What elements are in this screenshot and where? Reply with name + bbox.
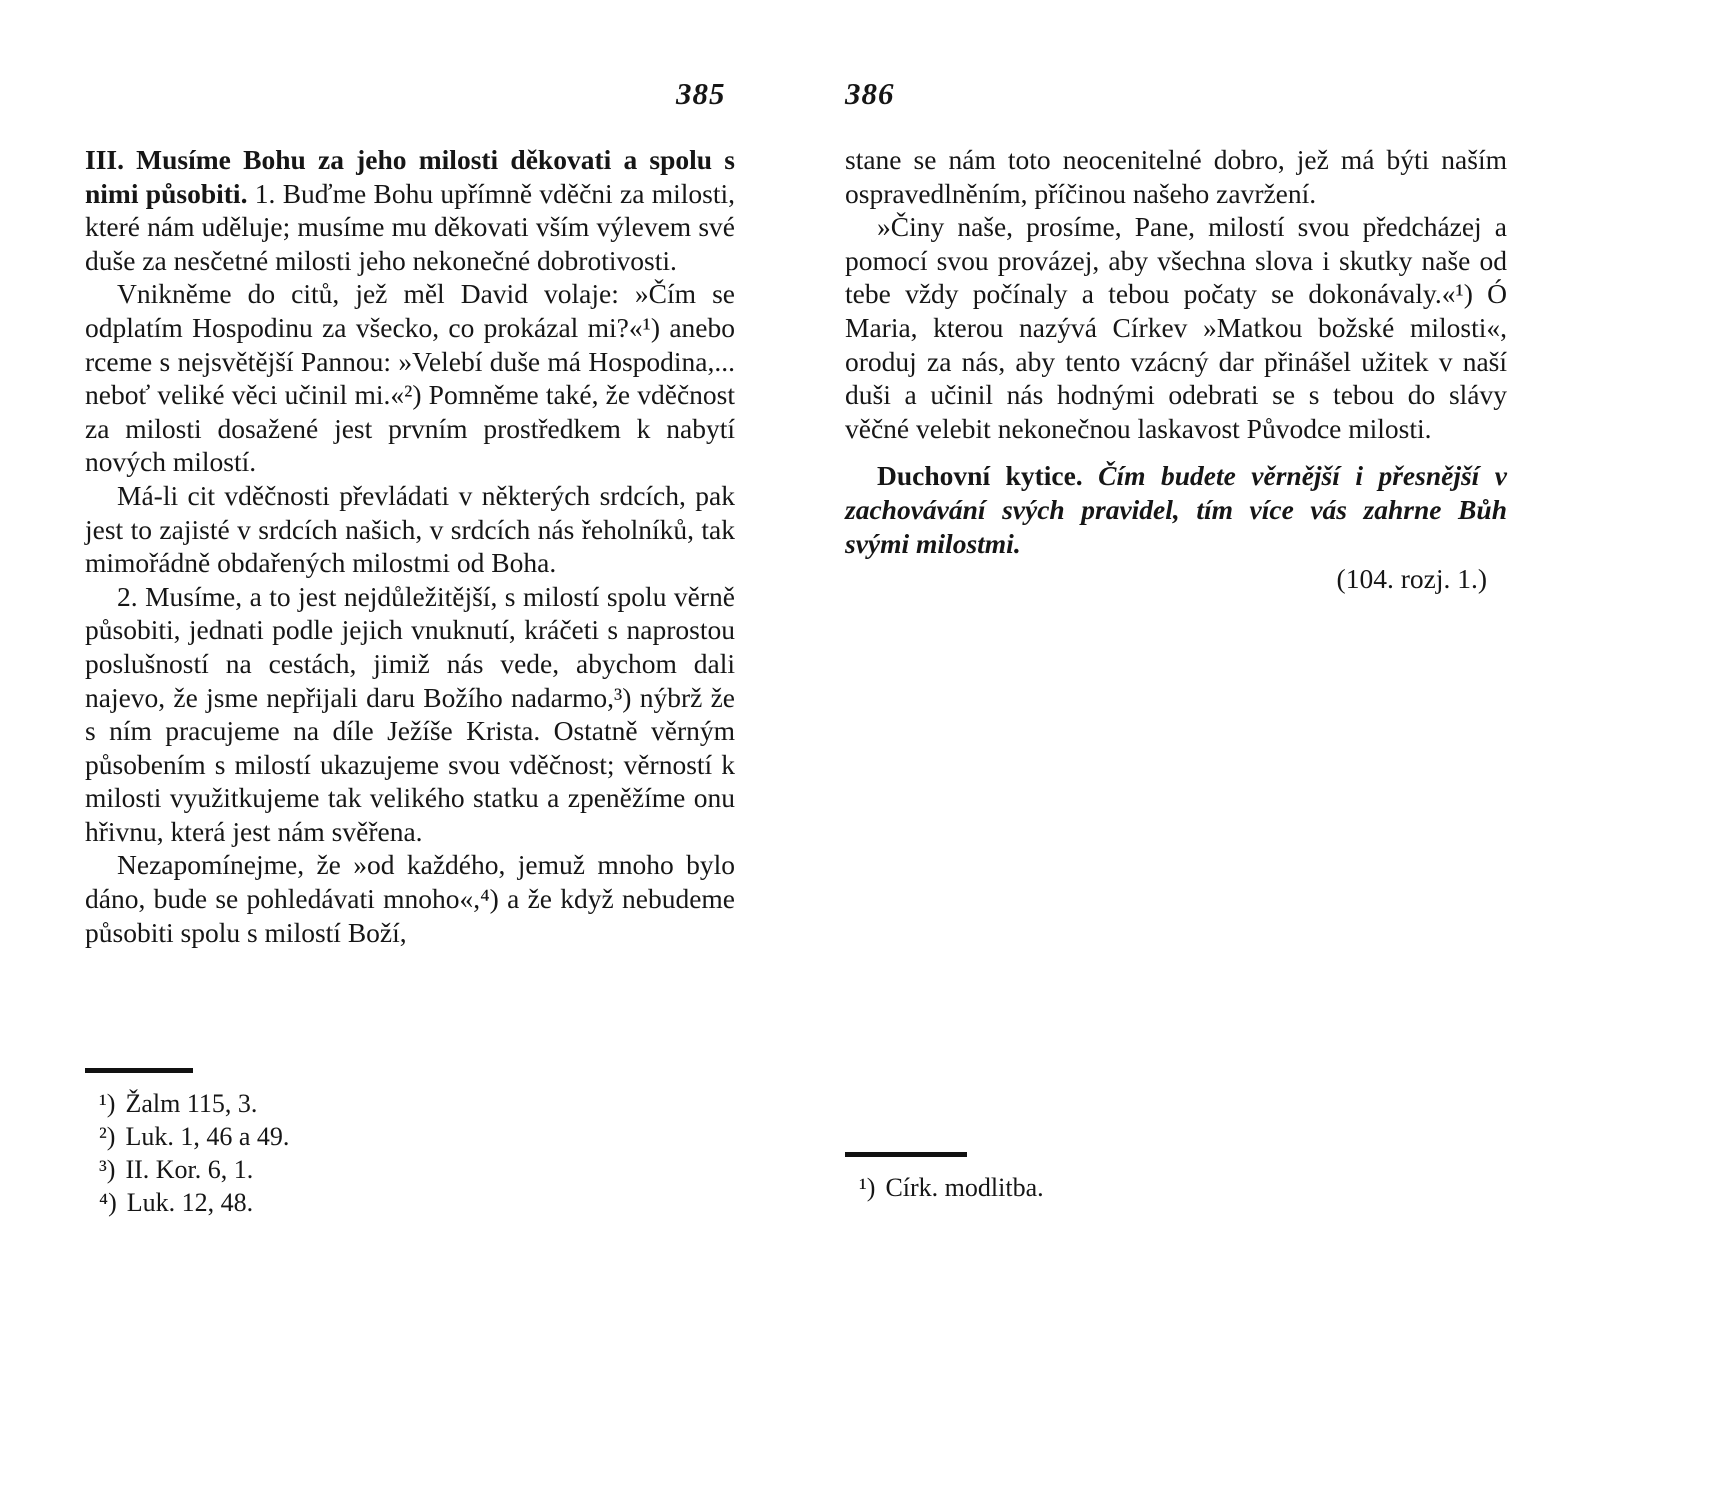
footnote	[85, 1120, 735, 1153]
left-page-body	[85, 143, 735, 949]
footnote	[845, 1171, 1507, 1204]
right-page-footnotes	[845, 1152, 1507, 1204]
paragraph-duchovni-kytice	[845, 459, 1507, 560]
footnote-separator	[845, 1152, 967, 1157]
footnote-text: Círk. modlitba.	[885, 1173, 1044, 1202]
paragraph-continuation: stane se nám toto neocenitelné dobro, jež má býti naším ospravedlněním, příčinou našeho zavržení.	[845, 144, 1507, 209]
paragraph-text: 1. Buďme Bohu upřímně vděčni za milosti, které nám uděluje; musíme mu děkovati vším výlevem své duše za nesčetné milosti jeho nekonečné dobrotivosti.	[85, 177, 735, 276]
paragraph: Má-li cit vděčnosti převládati v některých srdcích, pak jest to zajisté v srdcích našich, v srdcích nás řeholníků, tak mimořádně obdařených milostmi od Boha.	[85, 479, 735, 579]
footnote-marker: ⁴)	[99, 1188, 117, 1217]
footnote	[85, 1153, 735, 1186]
footnote-marker: ²)	[99, 1122, 116, 1151]
footnote-text: Luk. 1, 46 a 49.	[125, 1122, 290, 1151]
footnote	[85, 1087, 735, 1120]
footnote	[85, 1186, 735, 1219]
paragraph: Vnikněme do citů, jež měl David volaje: »Čím se odplatím Hospodinu za všecko, co prokázal mi?«¹) anebo rceme s nejsvětější Pannou: »Velebí duše má Hospodina,... neboť veliké věci učinil mi.«²) Pomněme také, že vděčnost za milosti dosažené jest prvním prostředkem k nabytí nových milostí.	[85, 278, 735, 478]
paragraph: 2. Musíme, a to jest nejdůležitější, s milostí spolu věrně působiti, jednati podle jejich vnuknutí, kráčeti s naprostou poslušností na cestách, jimiž nás vede, abychom dali najevo, že jsme nepřijali daru Božího nadarmo,³) nýbrž že s ním pracujeme na díle Ježíše Krista. Ostatně věrným působením s milostí ukazujeme svou vděčnost; věrností k milosti využitkujeme tak velikého statku a zpeněžíme onu hřivnu, která jest nám svěřena.	[85, 580, 735, 847]
footnote-text: II. Kor. 6, 1.	[125, 1155, 254, 1184]
paragraph: Nezapomínejme, že »od každého, jemuž mnoho bylo dáno, bude se pohledávati mnoho«,⁴) a že když nebudeme působiti spolu s milostí Boží,	[85, 849, 735, 948]
page-number-386: 386	[845, 76, 895, 111]
footnote-marker: ³)	[99, 1155, 116, 1184]
paragraph-lead-bold: III. Musíme Bohu za jeho milosti děkovati a spolu s nimi působiti.	[85, 144, 735, 209]
paragraph-heading-III	[85, 143, 735, 277]
footnote-separator	[85, 1068, 193, 1073]
page-number-385: 385	[676, 76, 726, 111]
footnote-text: Žalm 115, 3.	[125, 1089, 258, 1118]
footnote-text: Luk. 12, 48.	[126, 1188, 254, 1217]
paragraph: »Činy naše, prosíme, Pane, milostí svou předcházej a pomocí svou provázej, aby všechna slova i skutky naše od tebe vždy počínaly a tebou počaty se dokonávaly.«¹) Ó Maria, kterou nazývá Církev »Matkou božské milosti«, oroduj za nás, aby tento vzácný dar přinášel užitek v naší duši a učinil nás hodnými odebrati se s tebou do slávy věčné velebit nekonečnou laskavost Původce milosti.	[845, 211, 1507, 444]
footnote-marker: ¹)	[99, 1089, 116, 1118]
attribution: (104. rozj. 1.)	[1336, 563, 1487, 595]
paragraph-lead-bold: Duchovní kytice.	[877, 460, 1083, 492]
footnote-marker: ¹)	[859, 1173, 876, 1202]
right-page-body	[845, 143, 1507, 596]
paragraph-italic-text: Čím budete věrnější i přesnější v zachovávání svých pravidel, tím více vás zahrne Bůh svými milostmi.	[845, 460, 1507, 559]
left-page-footnotes	[85, 1068, 735, 1219]
